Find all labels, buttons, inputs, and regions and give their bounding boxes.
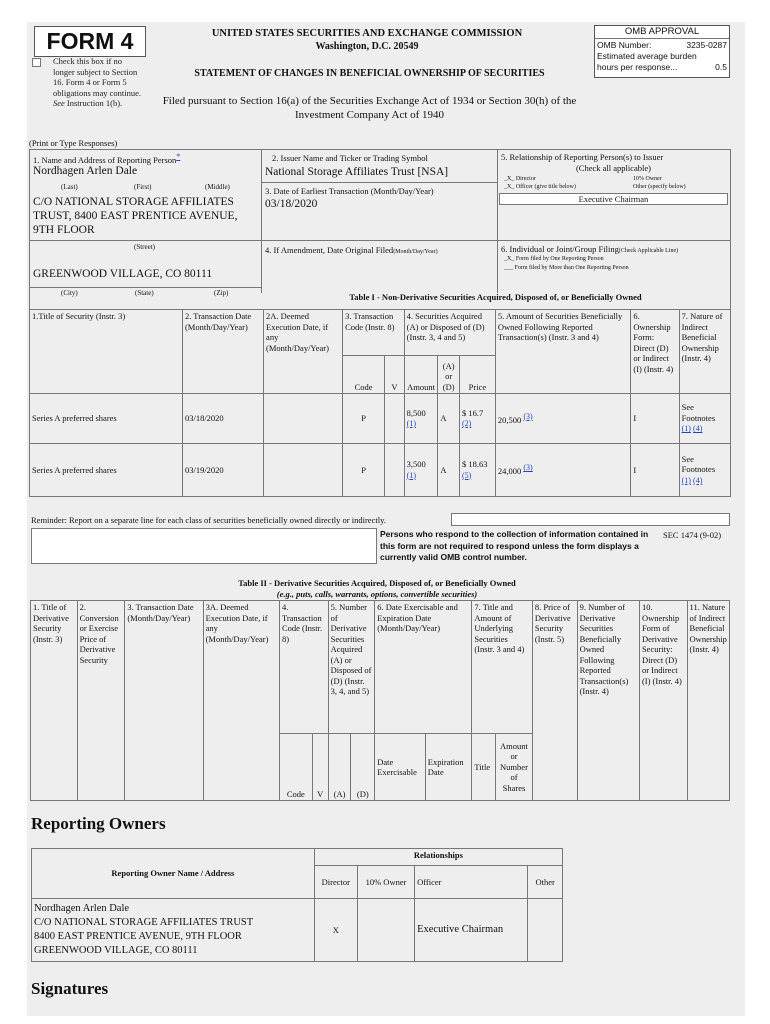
reporting-person-name: Nordhagen Arlen Dale <box>33 165 138 177</box>
footnote-link[interactable]: (1) <box>406 419 416 428</box>
row-nature: See Footnotes (1) (4) <box>679 394 730 444</box>
t2-h-code: 4. Transaction Code (Instr. 8) <box>279 601 328 734</box>
row-form: I <box>631 394 679 444</box>
t1-h-deemed: 2A. Deemed Execution Date, if any (Month/Day/Year) <box>264 310 343 394</box>
other-check: Other (specify below) <box>633 184 686 190</box>
t1-h-code: 3. Transaction Code (Instr. 8) <box>343 310 405 356</box>
footnote-link[interactable]: (5) <box>461 470 472 480</box>
t1-sub-aord: (A) or (D) <box>438 356 460 394</box>
check-all-applicable: (Check all applicable) <box>575 163 652 173</box>
relationships-header: Relationships <box>314 849 562 866</box>
t2-sub-v: V <box>312 734 328 801</box>
t2-sub-expiration: Expiration Date <box>425 734 472 801</box>
reporting-owners-table <box>31 848 563 962</box>
no-longer-subject-checkbox[interactable] <box>32 58 41 67</box>
row-code: P <box>343 444 385 497</box>
t2-sub-title: Title <box>472 734 496 801</box>
earliest-transaction-date: 03/18/2020 <box>265 198 318 210</box>
t1-h-date: 2. Transaction Date (Month/Day/Year) <box>182 310 263 394</box>
omb-hours: 0.5 <box>715 62 727 72</box>
checkbox-text: Check this box if no longer subject to Section 16. Form 4 or Form 5 obligations may continue. See Instruction 1(b). <box>53 56 142 108</box>
last-label: (Last) <box>61 183 78 191</box>
t2-h-date: 3. Transaction Date (Month/Day/Year) <box>125 601 203 801</box>
owner-officer-title: Executive Chairman <box>415 899 528 962</box>
t2-h-nature: 11. Nature of Indirect Beneficial Ownership (Instr. 4) <box>687 601 729 801</box>
persons-respond-notice: Persons who respond to the collection of information contained in this form are not required to respond unless the form displays a currently valid OMB control number. <box>380 529 649 562</box>
omb-number-label: OMB Number: <box>597 40 652 50</box>
row-security-title: Series A preferred shares <box>30 394 183 444</box>
omb-details <box>595 39 729 74</box>
table1-title: Table I - Non-Derivative Securities Acquired, Disposed of, or Beneficially Owned <box>349 292 642 302</box>
row-form: I <box>631 444 679 497</box>
row-aord: A <box>438 444 460 497</box>
table-row <box>30 444 731 497</box>
statement-title: STATEMENT OF CHANGES IN BENEFICIAL OWNERSHIP OF SECURITIES <box>194 68 545 79</box>
filing-one-person: _X_ Form filed by One Reporting Person <box>504 256 604 262</box>
filing-label: 6. Individual or Joint/Group Filing(Check Applicable Line) <box>501 244 679 254</box>
t1-sub-price: Price <box>459 356 495 394</box>
footnote-link[interactable]: (1) <box>681 424 691 434</box>
reminder-blank-box <box>31 528 377 564</box>
t1-h-title: 1.Title of Security (Instr. 3) <box>30 310 183 394</box>
t1-h-owned: 5. Amount of Securities Beneficially Owned Following Reported Transaction(s) (Instr. 3 and 4) <box>495 310 631 394</box>
t2-h-number: 5. Number of Derivative Securities Acquired (A) or Disposed of (D) (Instr. 3, 4, and 5) <box>328 601 375 734</box>
first-label: (First) <box>134 183 152 191</box>
row-date: 03/19/2020 <box>182 444 263 497</box>
omb-burden-label: Estimated average burden <box>597 51 697 61</box>
t2-sub-amount: Amount or Number of Shares <box>496 734 533 801</box>
amendment-label: 4. If Amendment, Date Original Filed(Month/Day/Year) <box>265 245 438 255</box>
middle-label: (Middle) <box>205 183 230 191</box>
t2-h-title: 1. Title of Derivative Security (Instr. 3) <box>31 601 78 801</box>
footnote-link[interactable]: (3) <box>523 463 533 473</box>
officer-title: Executive Chairman <box>499 193 728 205</box>
filed-pursuant: Filed pursuant to Section 16(a) of the Securities Exchange Act of 1934 or Section 30(h) of the Investment Company Act of 1940 <box>162 95 577 121</box>
print-or-type: (Print or Type Responses) <box>29 138 118 148</box>
footnote-link[interactable]: (1) <box>406 470 416 480</box>
table2-subtitle: (e.g., puts, calls, warrants, options, convertible securities) <box>276 589 478 599</box>
ten-pct-owner-check: 10% Owner <box>633 176 662 182</box>
t1-sub-v: V <box>385 356 405 394</box>
t2-h-conversion: 2. Conversion or Exercise Price of Derivative Security <box>77 601 125 801</box>
footnote-link[interactable]: (1) <box>681 475 691 485</box>
issuer-label: 2. Issuer Name and Ticker or Trading Symbol <box>272 153 428 163</box>
agency-name: UNITED STATES SECURITIES AND EXCHANGE COMMISSION <box>211 28 523 39</box>
omb-hours-label: hours per response... <box>597 62 678 72</box>
issuer-value: National Storage Affiliates Trust [NSA] <box>265 166 449 178</box>
row-price: $ 18.63 (5) <box>459 444 495 497</box>
row-date: 03/18/2020 <box>182 394 263 444</box>
table-row <box>32 899 563 962</box>
city-state-zip: GREENWOOD VILLAGE, CO 80111 <box>33 268 213 280</box>
t1-h-nature: 7. Nature of Indirect Beneficial Ownership (Instr. 4) <box>679 310 730 394</box>
row-owned: 24,000 $^{(3)}$ <box>495 444 631 497</box>
table1 <box>29 309 731 497</box>
reminder-box <box>451 513 730 526</box>
name-label: 1. Name and Address of Reporting Person* <box>33 152 181 165</box>
reminder-text: Reminder: Report on a separate line for each class of securities beneficially owned directly or indirectly. <box>31 515 386 525</box>
other-header: Other <box>528 866 563 899</box>
row-amount: 3,500 (1) <box>404 444 438 497</box>
form4-page <box>27 22 745 1016</box>
t2-h-owned: 9. Number of Derivative Securities Beneficially Owned Following Reported Transaction(s) (Instr. 4) <box>577 601 639 801</box>
row-price: $ 16.7 (2) <box>459 394 495 444</box>
t2-sub-date-exercisable: Date Exercisable <box>375 734 426 801</box>
owner-name-address: Nordhagen Arlen Dale C/O NATIONAL STORAGE AFFILIATES TRUST 8400 EAST PRENTICE AVENUE, 9TH FLOOR GREENWOOD VILLAGE, CO 80111 <box>32 899 315 962</box>
form-title: FORM 4 <box>46 28 134 54</box>
table2 <box>30 600 730 801</box>
t2-h-deemed: 3A. Deemed Execution Date, if any (Month/Day/Year) <box>203 601 279 801</box>
director-check: _X_ Director <box>504 176 536 182</box>
officer-header: Officer <box>415 866 528 899</box>
row-amount: 8,500 (1) <box>404 394 438 444</box>
street-label: (Street) <box>134 243 155 251</box>
reporting-person-address: C/O NATIONAL STORAGE AFFILIATES TRUST, 8400 EAST PRENTICE AVENUE, 9TH FLOOR <box>33 196 238 236</box>
t2-sub-a: (A) <box>328 734 351 801</box>
sec-form-number: SEC 1474 (9-02) <box>663 530 722 540</box>
t1-sub-amount: Amount <box>404 356 438 394</box>
t1-h-acquired: 4. Securities Acquired (A) or Disposed of (D) (Instr. 3, 4 and 5) <box>404 310 495 356</box>
table-row <box>30 394 731 444</box>
row-nature: See Footnotes (1) (4) <box>679 444 730 497</box>
zip-label: (Zip) <box>214 289 229 297</box>
form-title-box <box>34 26 146 57</box>
t2-h-price: 8. Price of Derivative Security (Instr. 5) <box>532 601 577 801</box>
ten-pct-owner-header: 10% Owner <box>357 866 414 899</box>
t2-h-form: 10. Ownership Form of Derivative Security: Direct (D) or Indirect (I) (Instr. 4) <box>639 601 687 801</box>
state-label: (State) <box>135 289 154 297</box>
row-code: P <box>343 394 385 444</box>
owner-name-header: Reporting Owner Name / Address <box>32 849 315 899</box>
relationship-label: 5. Relationship of Reporting Person(s) to Issuer <box>501 152 664 162</box>
row-security-title: Series A preferred shares <box>30 444 183 497</box>
footnote-link[interactable]: (3) <box>523 411 533 421</box>
table2-title: Table II - Derivative Securities Acquired, Disposed of, or Beneficially Owned <box>238 578 516 588</box>
t1-sub-code: Code <box>343 356 385 394</box>
row-owned: 20,500 $^{(3)}$ <box>495 394 631 444</box>
footnote-link[interactable]: (4) <box>693 475 703 485</box>
t1-h-form: 6. Ownership Form: Direct (D) or Indirect (I) (Instr. 4) <box>631 310 679 394</box>
agency-location: Washington, D.C. 20549 <box>315 41 419 52</box>
reporting-owners-heading: Reporting Owners <box>31 814 166 833</box>
owner-director-mark: X <box>314 899 357 962</box>
omb-title: OMB APPROVAL <box>595 26 729 39</box>
t2-sub-d: (D) <box>351 734 375 801</box>
footnote-link[interactable]: (4) <box>693 424 703 434</box>
t2-h-exercisable: 6. Date Exercisable and Expiration Date (Month/Day/Year) <box>375 601 472 734</box>
filing-more-persons: ___ Form filed by More than One Reporting Person <box>504 265 629 271</box>
omb-number: 3235-0287 <box>686 40 727 50</box>
row-aord: A <box>438 394 460 444</box>
director-header: Director <box>314 866 357 899</box>
signatures-heading: Signatures <box>31 979 109 998</box>
footnote-link[interactable]: (2) <box>461 419 472 428</box>
t2-h-underlying: 7. Title and Amount of Underlying Securities (Instr. 3 and 4) <box>472 601 533 734</box>
city-label: (City) <box>61 289 78 297</box>
omb-approval-box <box>594 25 730 78</box>
earliest-transaction-label: 3. Date of Earliest Transaction (Month/Day/Year) <box>265 186 434 196</box>
officer-check: _X_ Officer (give title below) <box>504 184 576 190</box>
t2-sub-code: Code <box>279 734 312 801</box>
